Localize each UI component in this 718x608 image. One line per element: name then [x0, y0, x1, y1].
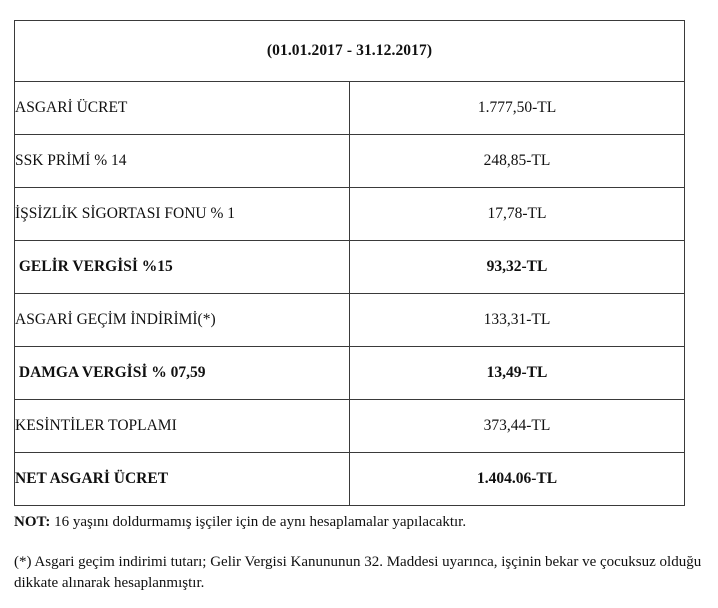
table-row	[15, 135, 685, 188]
row-label: ASGARİ ÜCRET	[15, 82, 350, 135]
notes-section	[14, 512, 704, 594]
row-value: 1.404.06-TL	[350, 453, 685, 506]
row-label: ASGARİ GEÇİM İNDİRİMİ(*)	[15, 294, 350, 347]
row-label: DAMGA VERGİSİ % 07,59	[15, 347, 350, 400]
table-row	[15, 82, 685, 135]
table-row	[15, 241, 685, 294]
row-value: 373,44-TL	[350, 400, 685, 453]
table-row	[15, 188, 685, 241]
row-value: 13,49-TL	[350, 347, 685, 400]
table-header-row	[15, 21, 685, 82]
footnote-paragraph: (*) Asgari geçim indirimi tutarı; Gelir Vergisi Kanununun 32. Maddesi uyarınca, işçinin bekar ve çocuksuz olduğu dikkate alınarak hesaplanmıştır.	[14, 554, 702, 591]
table-body	[15, 21, 685, 506]
row-value: 1.777,50-TL	[350, 82, 685, 135]
table-row	[15, 400, 685, 453]
row-value: 17,78-TL	[350, 188, 685, 241]
note-text: 16 yaşını doldurmamış işçiler için de aynı hesaplamalar yapılacaktır.	[50, 514, 467, 530]
minimum-wage-table	[14, 20, 685, 506]
period-header-cell: (01.01.2017 - 31.12.2017)	[15, 21, 685, 82]
row-label: İŞSİZLİK SİGORTASI FONU % 1	[15, 188, 350, 241]
table-row	[15, 347, 685, 400]
note-label: NOT:	[14, 514, 51, 530]
row-label: SSK PRİMİ % 14	[15, 135, 350, 188]
table-row	[15, 453, 685, 506]
row-value: 133,31-TL	[350, 294, 685, 347]
table-row	[15, 294, 685, 347]
row-label: KESİNTİLER TOPLAMI	[15, 400, 350, 453]
row-label: NET ASGARİ ÜCRET	[15, 453, 350, 506]
row-label: GELİR VERGİSİ %15	[15, 241, 350, 294]
note-paragraph	[14, 512, 704, 533]
row-value: 248,85-TL	[350, 135, 685, 188]
row-value: 93,32-TL	[350, 241, 685, 294]
